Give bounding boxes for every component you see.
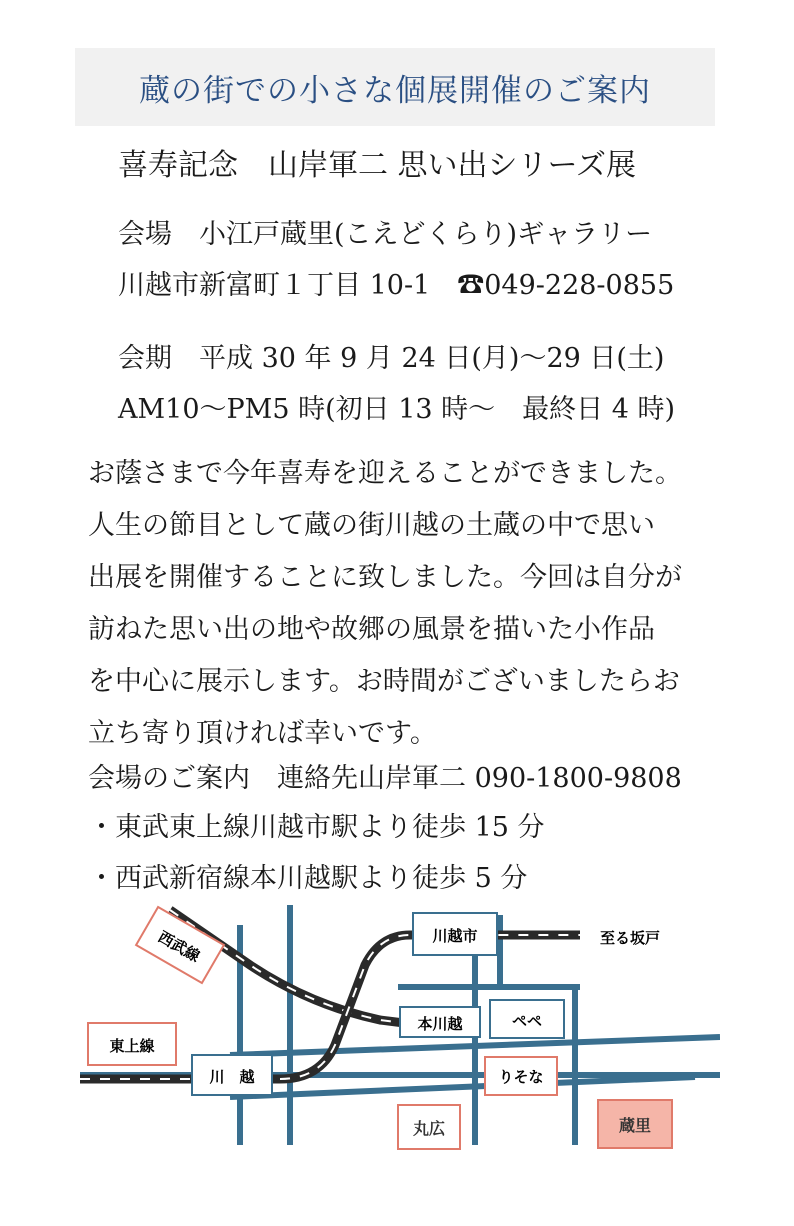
greeting-paragraph [88, 448, 748, 760]
venue-line: 会場 小江戸蔵里(こえどくらり)ギャラリー [118, 219, 653, 250]
banner-title: 蔵の街での小さな個展開催のご案内 [139, 72, 651, 109]
access-seibu: ・西武新宿線本川越駅より徒歩 5 分 [88, 863, 528, 894]
kawagoe-label: 川 越 [209, 1068, 255, 1086]
tojo-label: 東上線 [109, 1037, 155, 1055]
period-line: 会期 平成 30 年 9 月 24 日(月)～29 日(土) [118, 343, 665, 374]
pepe-label: ペペ [511, 1012, 543, 1030]
exhibition-subtitle: 喜寿記念 山岸軍二 思い出シリーズ展 [118, 148, 637, 183]
address-line: 川越市新富町１丁目 10-1 ☎049-228-0855 [118, 270, 675, 301]
body-line: お蔭さまで今年喜寿を迎えることができました。 [88, 458, 682, 489]
seibu-label: 西武線 [155, 927, 203, 966]
hours-line: AM10～PM5 時(初日 13 時～ 最終日 4 時) [118, 394, 676, 425]
access-tobu: ・東武東上線川越市駅より徒歩 15 分 [88, 812, 545, 843]
access-map [80, 905, 720, 1155]
maruhiro-label: 丸広 [412, 1119, 446, 1138]
body-line: を中心に展示します。お時間がございましたらお [88, 666, 680, 697]
kurari-label: 蔵里 [618, 1116, 652, 1135]
body-line: 出展を開催することに致しました。今回は自分が [88, 562, 682, 593]
body-line: 訪ねた思い出の地や故郷の風景を描いた小作品 [88, 614, 655, 645]
sakado-label: 至る坂戸 [600, 929, 661, 947]
honkawagoe-label: 本川越 [417, 1015, 463, 1033]
body-line: 人生の節目として蔵の街川越の土蔵の中で思い [88, 510, 655, 541]
resona-label: りそな [498, 1068, 544, 1086]
body-line: 立ち寄り頂ければ幸いです。 [88, 718, 437, 749]
title-banner [75, 48, 715, 126]
contact-line: 会場のご案内 連絡先山岸軍二 090-1800-9808 [88, 763, 682, 794]
kawagoeshi-label: 川越市 [432, 927, 478, 945]
